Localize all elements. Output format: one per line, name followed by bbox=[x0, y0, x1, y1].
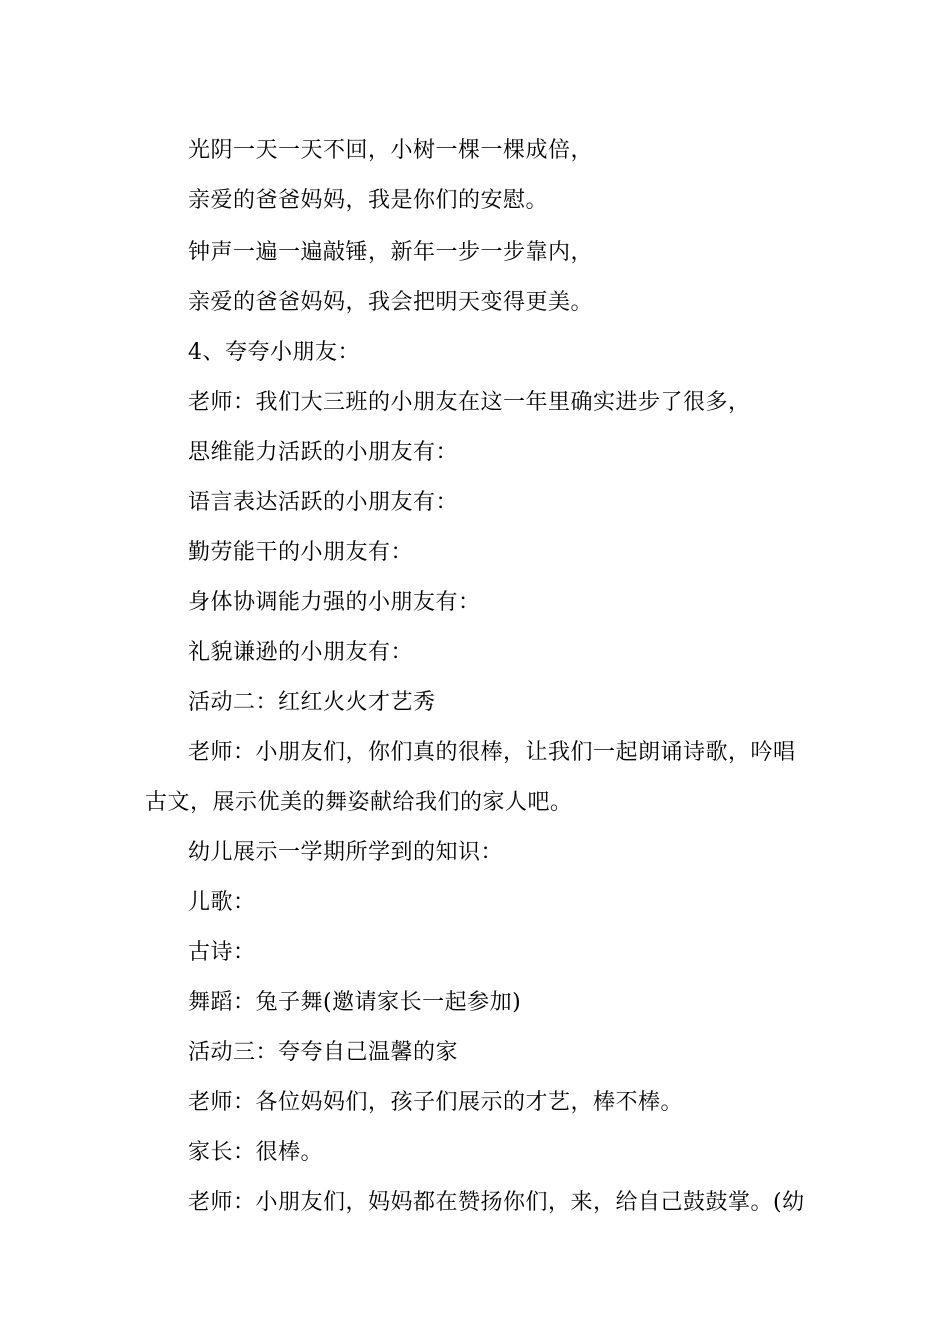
teacher-line-4: 老师：小朋友们，妈妈都在赞扬你们，来，给自己鼓鼓掌。(幼 bbox=[188, 1190, 805, 1215]
ancient-poem-line: 古诗： bbox=[188, 940, 256, 965]
poem-line-1: 光阴一天一天不回，小树一棵一棵成倍， bbox=[188, 138, 594, 163]
poem-line-3: 钟声一遍一遍敲锤，新年一步一步靠内， bbox=[188, 240, 594, 265]
teacher-line-2: 老师：小朋友们，你们真的很棒，让我们一起朗诵诗歌，吟唱 bbox=[188, 740, 796, 765]
activity-three-heading: 活动三：夸夸自己温馨的家 bbox=[188, 1040, 459, 1065]
teacher-line-2-continued: 古文，展示优美的舞姿献给我们的家人吧。 bbox=[145, 790, 573, 815]
poem-line-2: 亲爱的爸爸妈妈，我是你们的安慰。 bbox=[188, 188, 549, 213]
dance-line: 舞蹈：兔子舞(邀请家长一起参加) bbox=[188, 990, 522, 1015]
teacher-line-1: 老师：我们大三班的小朋友在这一年里确实进步了很多， bbox=[188, 390, 751, 415]
praise-line-polite: 礼貌谦逊的小朋友有： bbox=[188, 640, 414, 665]
praise-line-coordination: 身体协调能力强的小朋友有： bbox=[188, 590, 481, 615]
praise-line-thinking: 思维能力活跃的小朋友有： bbox=[188, 440, 459, 465]
nursery-rhyme-line: 儿歌： bbox=[188, 890, 256, 915]
praise-line-language: 语言表达活跃的小朋友有： bbox=[188, 490, 459, 515]
activity-two-heading: 活动二：红红火火才艺秀 bbox=[188, 690, 436, 715]
section-heading-praise: 4、夸夸小朋友： bbox=[188, 340, 360, 365]
parent-line: 家长：很棒。 bbox=[188, 1140, 324, 1165]
children-show-line: 幼儿展示一学期所学到的知识： bbox=[188, 840, 504, 865]
praise-line-diligent: 勤劳能干的小朋友有： bbox=[188, 540, 414, 565]
teacher-line-3: 老师：各位妈妈们，孩子们展示的才艺，棒不棒。 bbox=[188, 1090, 684, 1115]
poem-line-4: 亲爱的爸爸妈妈，我会把明天变得更美。 bbox=[188, 290, 594, 315]
